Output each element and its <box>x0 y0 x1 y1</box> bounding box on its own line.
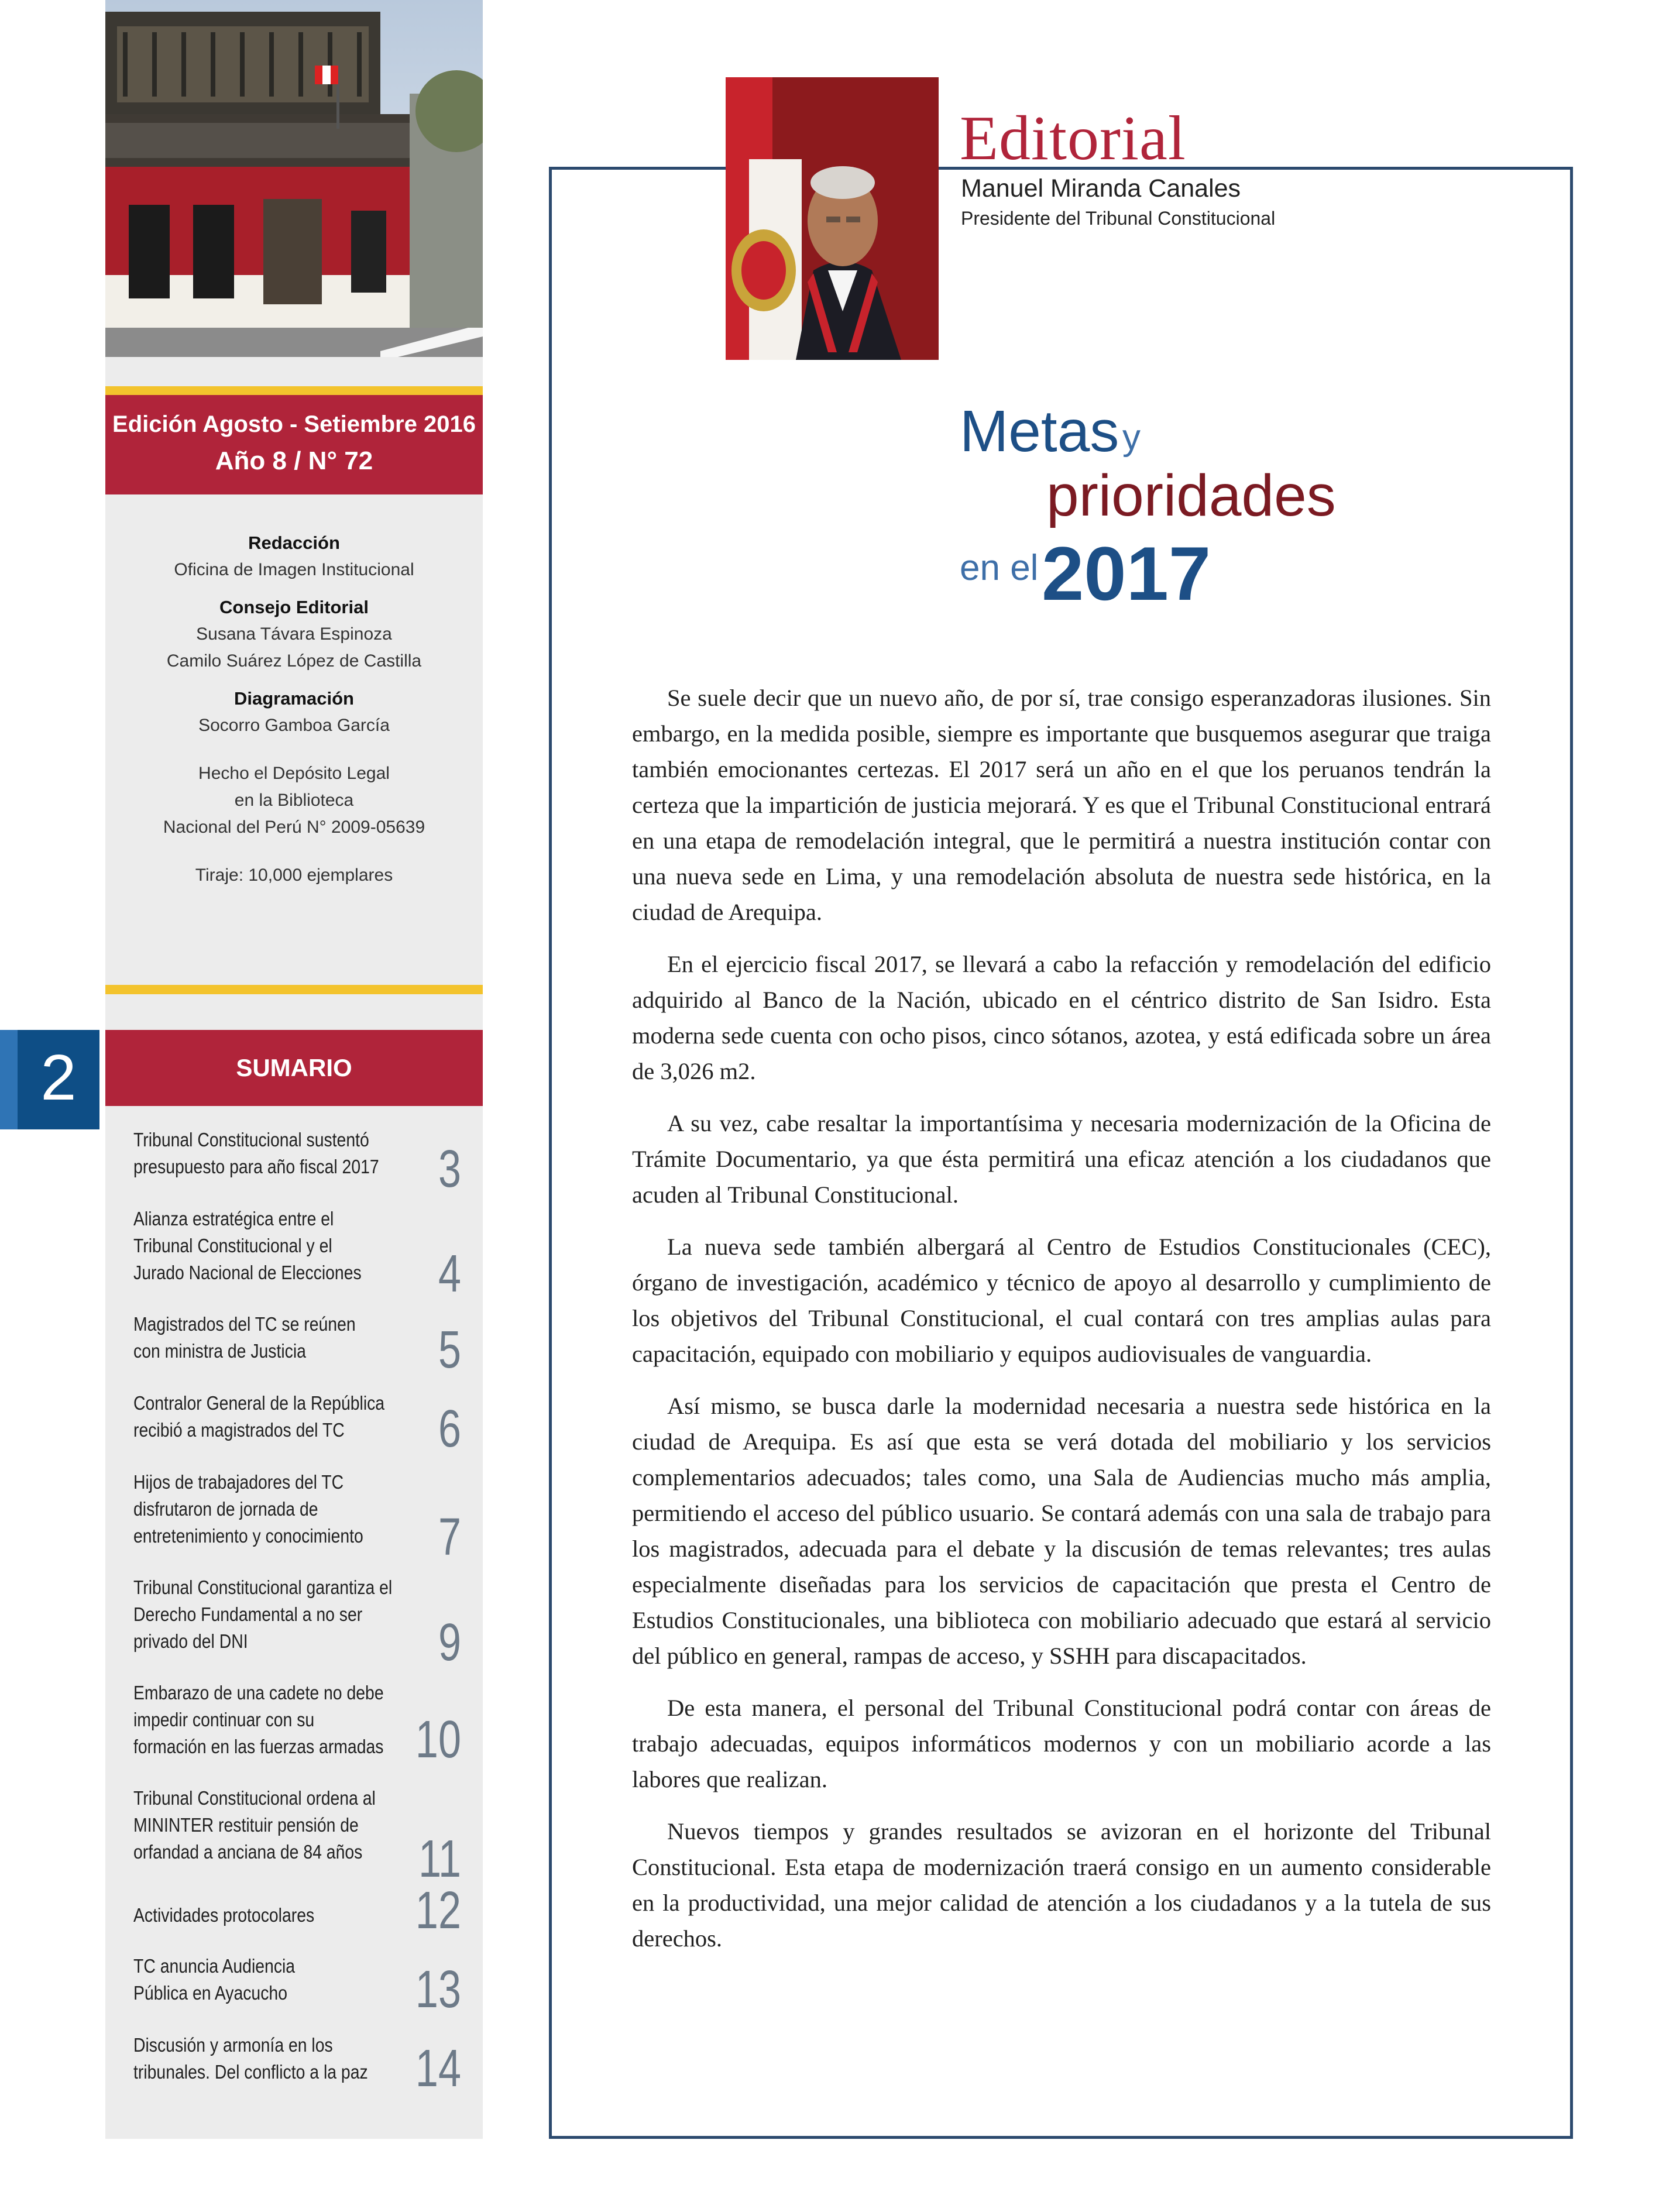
edition-number: Año 8 / N° 72 <box>215 446 373 475</box>
sumario-item-title: Embarazo de una cadete no debe impedir continuar con su formación en las fuerzas armadas <box>133 1682 384 1757</box>
article-paragraph: La nueva sede también albergará al Centro de Estudios Constitucionales (CEC), órgano de investigación, académico y técnico de apoyo al desarrollo y cumplimiento de los objetivos del Tribunal Constitucional, el cual contará con tres amplias aulas para capacitación, equipado con mobiliario y equipos audiovisuales de vanguardia. <box>632 1234 1491 1367</box>
consejo-member: Camilo Suárez López de Castilla <box>166 651 422 671</box>
redaccion-title: Redacción <box>248 533 340 553</box>
tiraje: Tiraje: 10,000 ejemplares <box>195 865 393 885</box>
consejo-title: Consejo Editorial <box>219 597 369 617</box>
gold-divider-bottom <box>105 985 483 994</box>
headline-en-el: en el <box>960 548 1039 588</box>
sumario-item-page: 10 <box>415 1710 461 1769</box>
edition-box <box>105 395 483 494</box>
deposito-legal: en la Biblioteca <box>234 791 354 810</box>
building-photo <box>105 0 483 357</box>
article-paragraph: Se suele decir que un nuevo año, de por sí, trae consigo esperanzadoras ilusiones. Sin embargo, en la medida posible, siempre es importante que busquemos asegurar que traiga también emocionantes certezas. El 2017 será un año en el que los peruanos tendrán la certeza que la impartición de justicia mejorará. Y es que el Tribunal Constitucional entrará en una etapa de remodelación integral, que le permitirá a nuestra institución contar con una nueva sede en Lima, y una remodelación absoluta de nuestra sede histórica, en la ciudad de Arequipa. <box>632 685 1491 925</box>
author-name: Manuel Miranda Canales <box>961 174 1241 202</box>
consejo-member: Susana Távara Espinoza <box>196 624 392 644</box>
sumario-item-title: Alianza estratégica entre el Tribunal Constitucional y el Jurado Nacional de Elecciones <box>133 1208 362 1283</box>
article-body <box>632 680 1491 1973</box>
sumario-item-page: 5 <box>438 1321 461 1379</box>
article-paragraph: De esta manera, el personal del Tribunal Constitucional podrá contar con áreas de trabajo adecuadas, equipos informáticos modernos y con un mobiliario acorde a las labores que realizan. <box>632 1695 1491 1792</box>
sumario-item-title: Tribunal Constitucional ordena al MININTER restituir pensión de orfandad a anciana de 84 años <box>133 1787 376 1863</box>
article-paragraph: Así mismo, se busca darle la modernidad necesaria a nuestra sede histórica en la ciudad de Arequipa. Es así que esta se verá dotada del mobiliario y los servicios complementarios adecuados; tales como, una Sala de Audiencias mucho más amplia, permitiendo el acceso del público usuario. Se contará además con una sala de trabajo para los magistrados, adecuada para el debate y la discusión de temas relevantes; tres aulas especialmente diseñadas para los servicios de capacitación que presta el Centro de Estudios Constitucionales, una biblioteca con mobiliario adecuado que estará al servicio del público en general, rampas de acceso, y SSHH para discapacitados. <box>632 1393 1491 1669</box>
credits-block <box>105 530 483 889</box>
edition-date: Edición Agosto - Setiembre 2016 <box>112 411 476 437</box>
headline-year: 2017 <box>1042 531 1211 616</box>
sumario-item-title: Hijos de trabajadores del TC disfrutaron de jornada de entretenimiento y conocimiento <box>133 1471 363 1547</box>
redaccion-value: Oficina de Imagen Institucional <box>174 560 414 579</box>
sumario-item-title: Contralor General de la República recibió a magistrados del TC <box>133 1392 385 1441</box>
sumario-item-page: 9 <box>438 1613 461 1672</box>
sumario-item-page: 14 <box>415 2039 461 2098</box>
headline-prioridades: prioridades <box>1046 463 1336 528</box>
author-portrait <box>726 77 939 360</box>
sumario-item-page: 6 <box>438 1400 461 1458</box>
page-number-tab <box>0 1030 99 1129</box>
sumario-item-page: 7 <box>438 1508 461 1567</box>
sumario-item-title: Discusión y armonía en los tribunales. Del conflicto a la paz <box>133 2034 368 2083</box>
article-paragraph: En el ejercicio fiscal 2017, se llevará a cabo la refacción y remodelación del edificio adquirido al Banco de la Nación, ubicado en el céntrico distrito de San Isidro. Esta moderna sede cuenta con ocho pisos, cinco sótanos, azotea, y está edificada sobre un área de 3,026 m2. <box>632 951 1491 1084</box>
sumario-item-page: 11 <box>418 1830 461 1888</box>
deposito-legal: Hecho el Depósito Legal <box>198 764 390 783</box>
article-paragraph: A su vez, cabe resaltar la importantísima y necesaria modernización de la Oficina de Trámite Documentario, ya que ésta permitirá una eficaz atención a los ciudadanos que acuden al Tribunal Constitucional. <box>632 1110 1491 1208</box>
sumario-item-title: Tribunal Constitucional sustentó presupuesto para año fiscal 2017 <box>133 1129 379 1177</box>
author-role: Presidente del Tribunal Constitucional <box>961 208 1276 229</box>
article-paragraph: Nuevos tiempos y grandes resultados se avizoran en el horizonte del Tribunal Constitucional. Esta etapa de modernización traerá consigo en un aumento considerable en la productividad, una mejor calidad de atención a los ciudadanos y a la tutela de sus derechos. <box>632 1818 1491 1952</box>
diagramacion-title: Diagramación <box>233 688 354 709</box>
section-title: Editorial <box>960 104 1186 173</box>
sumario-item-title: Tribunal Constitucional garantiza el Derecho Fundamental a no ser privado del DNI <box>133 1576 393 1652</box>
sumario-item-page: 4 <box>438 1245 461 1303</box>
sumario-item-page: 12 <box>415 1881 461 1940</box>
headline-metas: Metas <box>960 399 1119 464</box>
deposito-legal: Nacional del Perú N° 2009-05639 <box>163 818 425 837</box>
diagramacion-value: Socorro Gamboa García <box>198 716 390 735</box>
sumario-header: SUMARIO <box>105 1030 483 1106</box>
page-number: 2 <box>40 1042 77 1114</box>
headline-y: y <box>1122 417 1141 458</box>
sumario-item-title: Magistrados del TC se reúnen con ministra de Justicia <box>133 1313 356 1362</box>
sumario-item-title: TC anuncia Audiencia Pública en Ayacucho <box>133 1955 296 2004</box>
sumario-item-page: 13 <box>415 1960 461 2019</box>
sumario-item-page: 3 <box>438 1140 461 1198</box>
gold-divider-top <box>105 386 483 396</box>
sumario-item-title: Actividades protocolares <box>133 1904 315 1926</box>
